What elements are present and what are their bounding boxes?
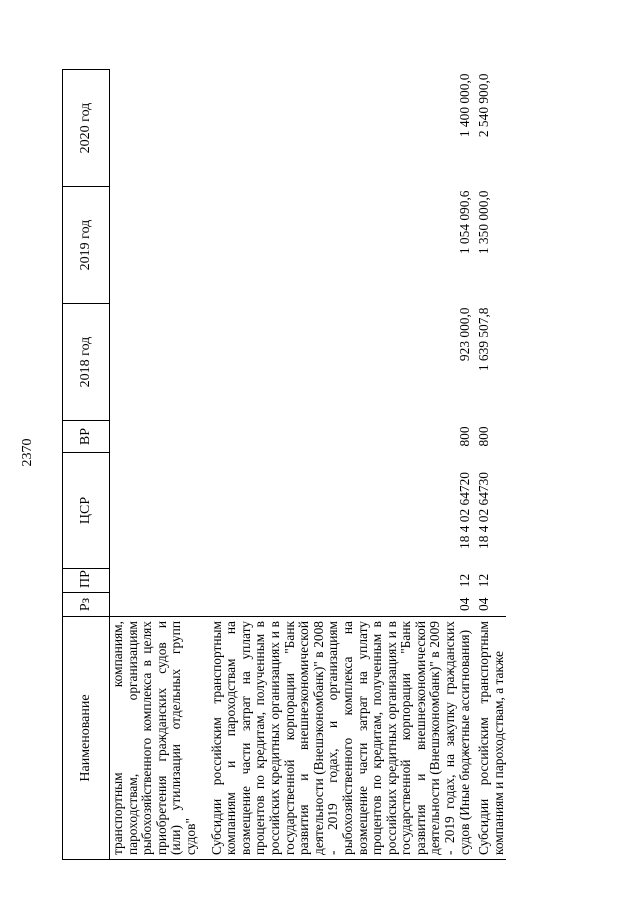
row-pr — [110, 569, 201, 593]
row-rz: 04 — [476, 597, 492, 611]
row-name: транспортным компаниям, пароходствам, организациям рыбохозяйственного комплекса в целях приобретения гражданских судов и (или) утилизации отдельных групп судов" — [110, 617, 201, 860]
row-csr — [110, 453, 201, 569]
row-2020 — [110, 70, 201, 187]
row-2020: 1 400 000,0 — [456, 73, 472, 138]
row-pr: 12 — [476, 573, 492, 588]
row-name: Субсидии российским транспортным компаниям и пароходствам на возмещение части затрат на уплату процентов по кредитам, полученным в российских кредитных организациях и в государственной корпорации "Банк развития и внешнеэкономической деятельности (Внешэкономбанк)" в 2008 - 2019 годах, и организациям рыбохозяйственного комплекса на возмещение части затрат на уплату процентов по кредитам, полученным в российских кредитных организациях и в государственной корпорации "Банк развития и внешнеэкономической деятельности (Внешэкономбанк)" в 2009 - 2019 годах, на закупку гражданских судов (Иные бюджетные ассигнования) — [201, 617, 475, 860]
row-rz: 04 — [456, 597, 472, 611]
row-name: Субсидии российским транспортным компаниям и пароходствам, а также — [474, 617, 506, 860]
header-vr: ВР — [63, 421, 110, 453]
row-2019: 1 350 000,0 — [476, 190, 492, 255]
header-2018: 2018 год — [63, 304, 110, 421]
row-2018: 1 639 507,8 — [476, 307, 492, 372]
header-rz: Рз — [63, 593, 110, 617]
row-2018: 923 000,0 — [456, 307, 472, 362]
row-vr — [110, 421, 201, 453]
header-2019: 2019 год — [63, 187, 110, 304]
table-row — [201, 70, 475, 860]
table-header-row — [63, 70, 110, 860]
row-2020: 2 540 900,0 — [476, 73, 492, 138]
row-csr: 18 4 02 64730 — [476, 472, 492, 549]
page-number: 2370 — [20, 438, 35, 467]
row-rz — [110, 593, 201, 617]
header-csr: ЦСР — [63, 453, 110, 569]
row-pr: 12 — [456, 573, 472, 588]
row-csr: 18 4 02 64720 — [456, 472, 472, 549]
row-vr: 800 — [456, 426, 472, 447]
table-row — [474, 70, 506, 860]
header-pr: ПР — [63, 569, 110, 593]
row-2019 — [110, 187, 201, 304]
header-2020: 2020 год — [63, 70, 110, 187]
row-vr: 800 — [476, 426, 492, 447]
row-2019: 1 054 090,6 — [456, 190, 472, 255]
row-2018 — [110, 304, 201, 421]
header-name: Наименование — [63, 617, 110, 860]
budget-table — [62, 69, 506, 860]
table-row — [110, 70, 201, 860]
